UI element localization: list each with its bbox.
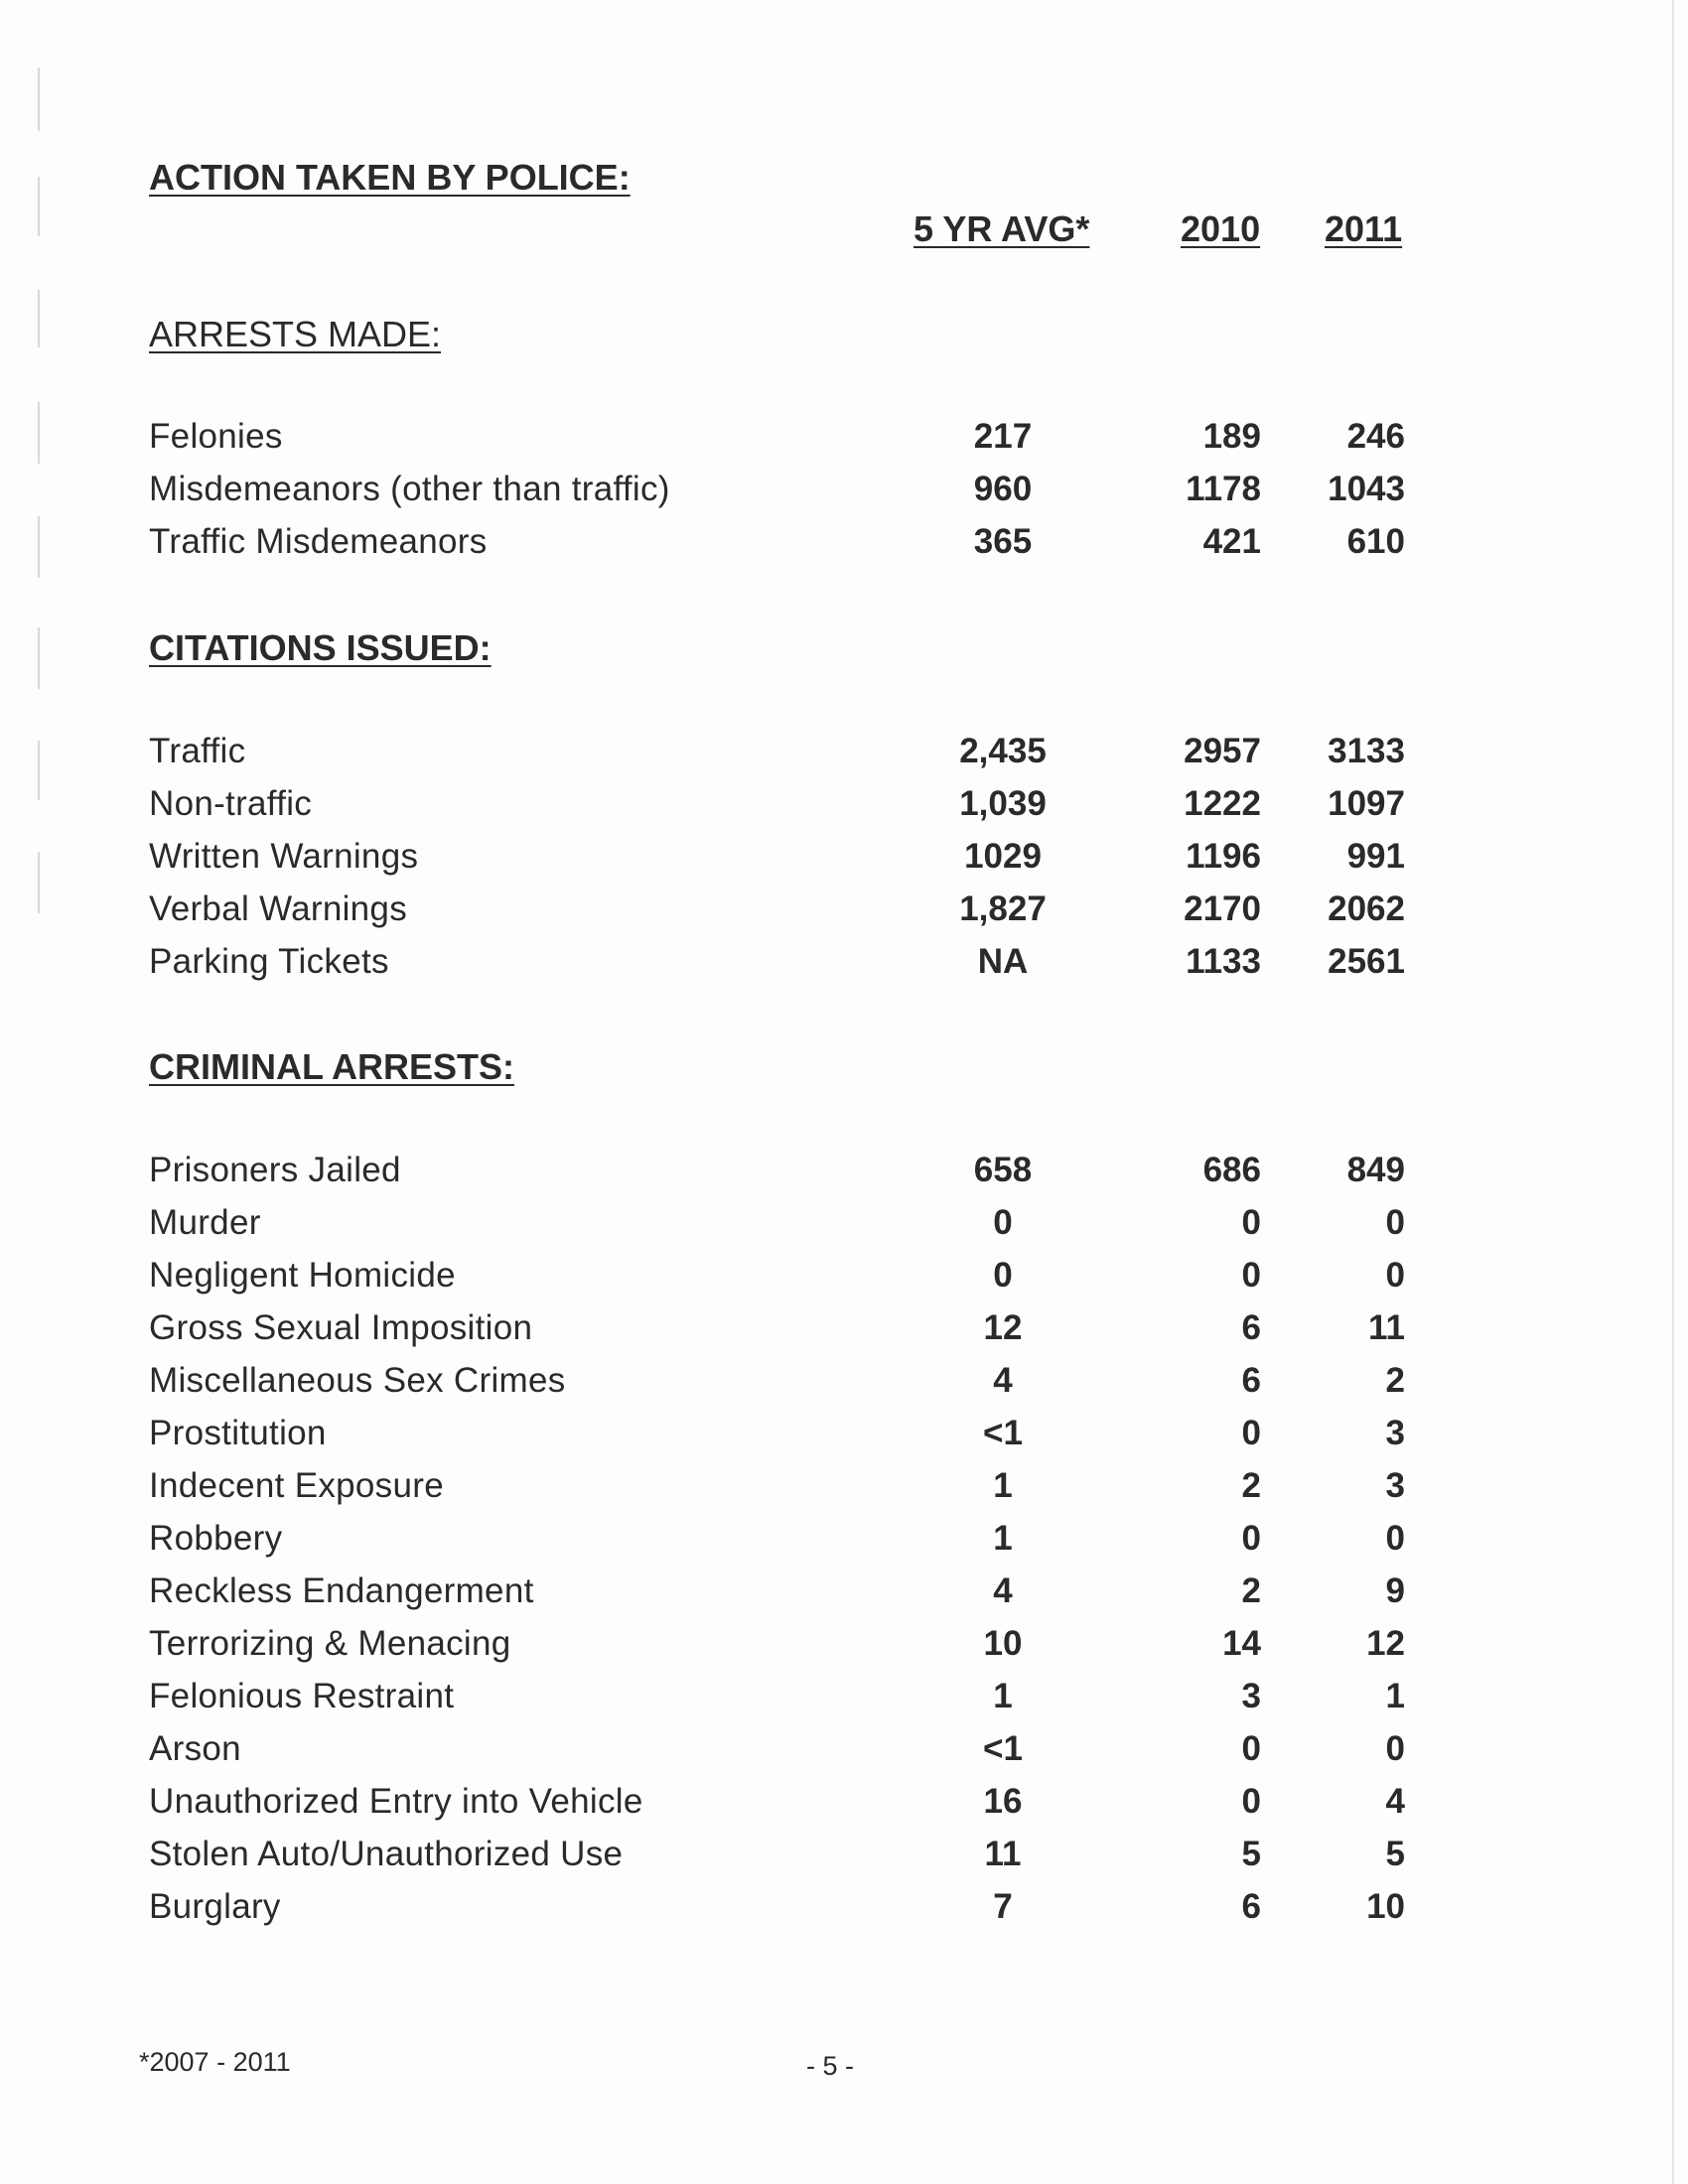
row-value-avg: 4 <box>993 1571 1013 1610</box>
row-value-avg: 658 <box>973 1151 1033 1189</box>
table-row <box>0 417 1688 465</box>
row-value-avg: <1 <box>983 1729 1023 1768</box>
row-value-2010: 5 <box>1241 1835 1261 1873</box>
row-value-2010: 0 <box>1241 1414 1261 1452</box>
table-row <box>0 837 1688 885</box>
column-header-2011: 2011 <box>1325 208 1403 249</box>
table-row <box>0 1519 1688 1567</box>
row-value-2011: 0 <box>1385 1256 1405 1295</box>
row-value-avg: 7 <box>993 1887 1013 1926</box>
row-value-2010: 2 <box>1241 1571 1261 1610</box>
row-value-avg: 0 <box>993 1203 1013 1242</box>
row-label: Robbery <box>149 1519 283 1558</box>
row-value-2011: 0 <box>1385 1519 1405 1558</box>
row-value-2011: 1097 <box>1328 784 1405 823</box>
row-value-avg: NA <box>977 942 1029 981</box>
row-label: Non-traffic <box>149 784 313 823</box>
row-label: Prisoners Jailed <box>149 1151 401 1189</box>
row-value-2011: 3 <box>1385 1414 1405 1452</box>
row-value-avg: 16 <box>983 1782 1023 1821</box>
column-header-5yr-avg: 5 YR AVG* <box>914 208 1090 249</box>
table-row <box>0 1729 1688 1777</box>
row-value-avg: 217 <box>973 417 1033 456</box>
row-value-avg: 1 <box>993 1677 1013 1715</box>
row-value-2010: 189 <box>1202 417 1261 456</box>
row-label: Murder <box>149 1203 261 1242</box>
row-label: Unauthorized Entry into Vehicle <box>149 1782 643 1821</box>
page-title: ACTION TAKEN BY POLICE: <box>149 157 631 198</box>
row-value-2011: 1043 <box>1328 470 1405 508</box>
row-value-2010: 0 <box>1241 1729 1261 1768</box>
column-header-2010: 2010 <box>1181 208 1261 249</box>
row-value-2011: 9 <box>1385 1571 1405 1610</box>
row-value-avg: 1,039 <box>959 784 1047 823</box>
row-value-2011: 3 <box>1385 1466 1405 1505</box>
row-value-avg: 12 <box>983 1308 1023 1347</box>
row-value-2010: 1222 <box>1184 784 1261 823</box>
table-row <box>0 1571 1688 1619</box>
table-row <box>0 889 1688 937</box>
section-heading-arrests-made: ARRESTS MADE: <box>149 314 442 354</box>
table-row <box>0 1466 1688 1514</box>
row-value-avg: 0 <box>993 1256 1013 1295</box>
row-value-2011: 1 <box>1385 1677 1405 1715</box>
row-value-avg: 4 <box>993 1361 1013 1400</box>
row-value-2011: 12 <box>1366 1624 1405 1663</box>
table-row <box>0 1203 1688 1251</box>
page-number: - 5 - <box>806 2051 855 2081</box>
table-row <box>0 470 1688 517</box>
table-row <box>0 942 1688 990</box>
row-value-2011: 10 <box>1366 1887 1405 1926</box>
row-value-2010: 6 <box>1241 1308 1261 1347</box>
row-value-2011: 991 <box>1346 837 1405 876</box>
row-label: Prostitution <box>149 1414 327 1452</box>
row-value-2011: 2 <box>1385 1361 1405 1400</box>
row-label: Burglary <box>149 1887 281 1926</box>
row-value-2010: 6 <box>1241 1361 1261 1400</box>
row-value-avg: 11 <box>984 1835 1022 1873</box>
table-row <box>0 1308 1688 1356</box>
row-value-avg: <1 <box>983 1414 1023 1452</box>
row-label: Arson <box>149 1729 241 1768</box>
row-value-2010: 2170 <box>1184 889 1261 928</box>
table-row <box>0 1887 1688 1935</box>
row-label: Negligent Homicide <box>149 1256 456 1295</box>
row-value-2010: 0 <box>1241 1256 1261 1295</box>
row-label: Misdemeanors (other than traffic) <box>149 470 670 508</box>
row-value-2010: 6 <box>1241 1887 1261 1926</box>
row-label: Verbal Warnings <box>149 889 407 928</box>
section-heading-citations-issued: CITATIONS ISSUED: <box>149 627 492 668</box>
row-value-avg: 1 <box>993 1519 1013 1558</box>
row-value-2011: 0 <box>1385 1203 1405 1242</box>
row-label: Stolen Auto/Unauthorized Use <box>149 1835 624 1873</box>
row-label: Terrorizing & Menacing <box>149 1624 511 1663</box>
row-value-avg: 1029 <box>964 837 1042 876</box>
row-value-2010: 3 <box>1241 1677 1261 1715</box>
table-row <box>0 1361 1688 1409</box>
row-value-2011: 5 <box>1385 1835 1405 1873</box>
row-value-2010: 1196 <box>1186 837 1261 876</box>
table-row <box>0 1624 1688 1672</box>
row-value-avg: 2,435 <box>959 732 1047 770</box>
row-value-2011: 11 <box>1368 1308 1405 1347</box>
row-value-2010: 2 <box>1241 1466 1261 1505</box>
section-heading-criminal-arrests: CRIMINAL ARRESTS: <box>149 1046 514 1087</box>
row-value-2010: 14 <box>1222 1624 1261 1663</box>
row-value-2010: 0 <box>1241 1203 1261 1242</box>
table-row <box>0 732 1688 779</box>
table-row <box>0 1151 1688 1198</box>
row-value-2010: 1178 <box>1186 470 1261 508</box>
row-value-2010: 0 <box>1241 1782 1261 1821</box>
row-value-2011: 2062 <box>1328 889 1405 928</box>
row-value-avg: 1,827 <box>959 889 1047 928</box>
row-value-avg: 1 <box>993 1466 1013 1505</box>
row-label: Miscellaneous Sex Crimes <box>149 1361 566 1400</box>
table-row <box>0 1414 1688 1461</box>
row-value-avg: 960 <box>973 470 1033 508</box>
row-label: Gross Sexual Imposition <box>149 1308 533 1347</box>
row-label: Written Warnings <box>149 837 419 876</box>
row-value-2010: 421 <box>1202 522 1261 561</box>
row-value-2011: 246 <box>1346 417 1405 456</box>
row-label: Felonies <box>149 417 283 456</box>
row-label: Traffic Misdemeanors <box>149 522 488 561</box>
row-value-2010: 2957 <box>1184 732 1261 770</box>
table-row <box>0 1677 1688 1724</box>
table-row <box>0 1256 1688 1303</box>
table-row <box>0 1782 1688 1830</box>
row-value-2010: 0 <box>1241 1519 1261 1558</box>
row-label: Indecent Exposure <box>149 1466 444 1505</box>
row-value-avg: 365 <box>973 522 1033 561</box>
row-value-2010: 1133 <box>1186 942 1261 981</box>
row-value-avg: 10 <box>983 1624 1023 1663</box>
table-row <box>0 522 1688 570</box>
table-row <box>0 1835 1688 1882</box>
row-value-2011: 4 <box>1385 1782 1405 1821</box>
row-value-2011: 2561 <box>1328 942 1405 981</box>
footnote: *2007 - 2011 <box>139 2047 291 2077</box>
row-value-2011: 849 <box>1346 1151 1405 1189</box>
table-row <box>0 784 1688 832</box>
row-value-2010: 686 <box>1202 1151 1261 1189</box>
row-value-2011: 3133 <box>1328 732 1405 770</box>
row-label: Felonious Restraint <box>149 1677 455 1715</box>
row-value-2011: 610 <box>1346 522 1405 561</box>
row-label: Reckless Endangerment <box>149 1571 534 1610</box>
row-value-2011: 0 <box>1385 1729 1405 1768</box>
row-label: Traffic <box>149 732 246 770</box>
row-label: Parking Tickets <box>149 942 389 981</box>
